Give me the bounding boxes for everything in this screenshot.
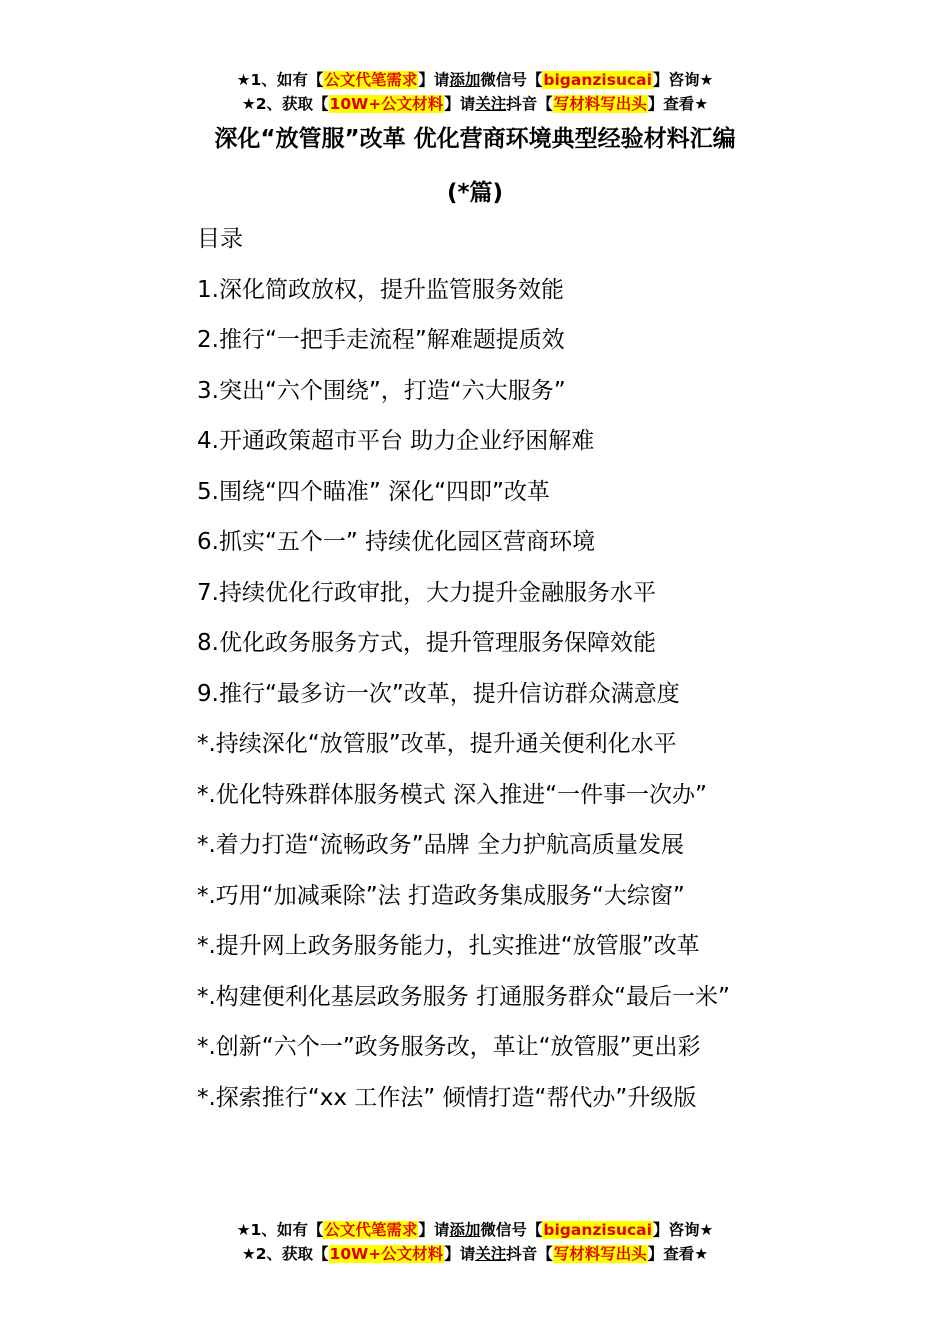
banner-highlight: 公文代笔需求: [324, 1221, 418, 1239]
banner-highlight: 写材料写出头: [553, 95, 647, 113]
banner-text: 】请: [444, 1245, 476, 1263]
banner-text: 】查看★: [647, 95, 709, 113]
banner-highlight: 公文代笔需求: [324, 71, 418, 89]
toc-item: *.着力打造“流畅政务”品牌 全力护航高质量发展: [197, 832, 684, 858]
toc-item: 9.推行“最多访一次”改革，提升信访群众满意度: [197, 680, 680, 707]
toc-item: *.持续深化“放管服”改革，提升通关便利化水平: [197, 731, 677, 757]
banner-text: 】咨询★: [652, 71, 714, 89]
toc-item: *.探索推行“xx 工作法” 倾情打造“帮代办”升级版: [197, 1084, 697, 1111]
banner-text: ★2、获取【: [241, 95, 329, 113]
banner-text: ★2、获取【: [241, 1245, 329, 1263]
banner-line-2: [0, 1242, 950, 1266]
banner-underline: 添加: [449, 1221, 481, 1239]
banner-line-2: [0, 92, 950, 116]
banner-highlight: biganzisucai: [543, 71, 652, 89]
footer-banner: [0, 1218, 950, 1266]
toc-item: *.巧用“加减乘除”法 打造政务集成服务“大综窗”: [197, 882, 685, 909]
toc-item: *.构建便利化基层政务服务 打通服务群众“最后一米”: [197, 983, 730, 1010]
toc-item: 3.突出“六个围绕”，打造“六大服务”: [197, 377, 566, 404]
banner-text: 】请: [418, 71, 450, 89]
toc-item: 8.优化政务服务方式，提升管理服务保障效能: [197, 630, 656, 656]
header-banner: [0, 68, 950, 116]
banner-underline: 关注: [475, 95, 507, 113]
banner-text: 微信号【: [480, 71, 543, 89]
banner-text: 】请: [444, 95, 476, 113]
banner-text: 】请: [418, 1221, 450, 1239]
toc-item: 5.围绕“四个瞄准” 深化“四即”改革: [197, 478, 550, 505]
toc-item: 7.持续优化行政审批，大力提升金融服务水平: [197, 579, 656, 606]
banner-text: 抖音【: [506, 95, 553, 113]
document-title: 深化“放管服”改革 优化营商环境典型经验材料汇编: [214, 126, 736, 152]
toc-item: 2.推行“一把手走流程”解难题提质效: [197, 327, 565, 353]
banner-underline: 添加: [449, 71, 481, 89]
toc-heading: 目录: [197, 226, 243, 252]
banner-text: 】查看★: [647, 1245, 709, 1263]
banner-text: 】咨询★: [652, 1221, 714, 1239]
banner-text: 微信号【: [480, 1221, 543, 1239]
toc-item: *.优化特殊群体服务模式 深入推进“一件事一次办”: [197, 781, 707, 808]
banner-highlight: 写材料写出头: [553, 1245, 647, 1263]
toc-item: 1.深化简政放权，提升监管服务效能: [197, 276, 564, 303]
banner-text: 抖音【: [506, 1245, 553, 1263]
toc-item: *.创新“六个一”政务服务改，革让“放管服”更出彩: [197, 1034, 701, 1060]
banner-line-1: [0, 68, 950, 92]
toc-item: 6.抓实“五个一” 持续优化园区营商环境: [197, 529, 596, 555]
banner-highlight: biganzisucai: [543, 1221, 652, 1239]
toc-item: 4.开通政策超市平台 助力企业纾困解难: [197, 428, 595, 454]
banner-text: ★1、如有【: [236, 1221, 324, 1239]
table-of-contents: [145, 214, 815, 1123]
banner-highlight: 10W+公文材料: [329, 95, 444, 113]
toc-item: *.提升网上政务服务能力，扎实推进“放管服”改革: [197, 933, 700, 959]
banner-highlight: 10W+公文材料: [329, 1245, 444, 1263]
banner-text: ★1、如有【: [236, 71, 324, 89]
banner-line-1: [0, 1218, 950, 1242]
document-subtitle: (*篇): [446, 180, 504, 206]
banner-underline: 关注: [475, 1245, 507, 1263]
